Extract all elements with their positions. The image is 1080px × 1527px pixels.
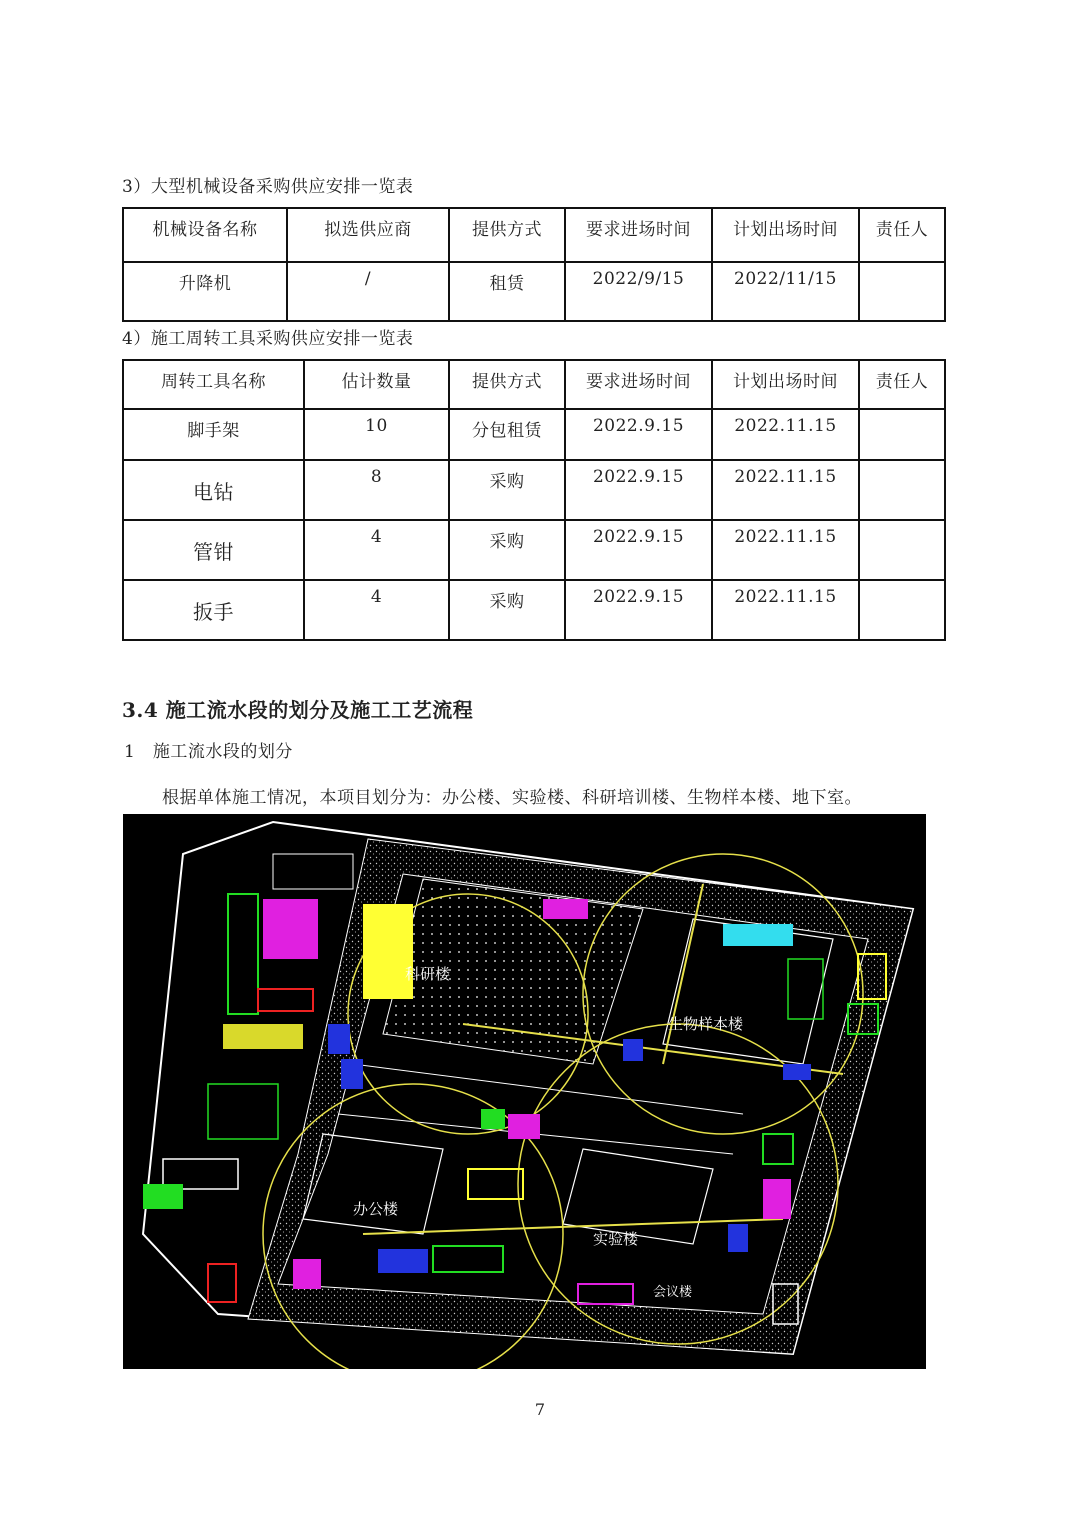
table-cell: 分包租赁	[449, 409, 565, 460]
header-cell: 周转工具名称	[123, 360, 304, 409]
facility-block	[208, 1084, 278, 1139]
table-cell: 2022.11.15	[712, 580, 859, 640]
section-heading: 3.4 施工流水段的划分及施工工艺流程	[122, 698, 474, 722]
table-cell: 10	[304, 409, 449, 460]
header-cell: 要求进场时间	[565, 208, 712, 262]
facility-block	[293, 1259, 321, 1289]
facility-block	[273, 854, 353, 889]
table1-caption: 3）大型机械设备采购供应安排一览表	[122, 177, 414, 197]
facility-block	[223, 1024, 303, 1049]
header-cell: 计划出场时间	[712, 360, 859, 409]
facility-block	[783, 1064, 811, 1080]
table-cell: 采购	[449, 580, 565, 640]
table-cell: 2022.9.15	[565, 409, 712, 460]
facility-block	[228, 894, 258, 1014]
facility-block	[623, 1039, 643, 1061]
table-cell: 2022.9.15	[565, 460, 712, 520]
header-cell: 要求进场时间	[565, 360, 712, 409]
header-cell: 计划出场时间	[712, 208, 859, 262]
table-cell: 4	[304, 520, 449, 580]
table-row	[123, 262, 945, 321]
label-office-building: 办公楼	[353, 1200, 399, 1218]
facility-block	[208, 1264, 236, 1302]
table-cell	[859, 262, 945, 321]
label-research-building: 科研楼	[405, 965, 451, 983]
facility-block	[378, 1249, 428, 1273]
tools-table	[122, 359, 946, 641]
facility-block	[328, 1024, 350, 1054]
facility-block	[728, 1224, 748, 1252]
table-cell: 扳手	[123, 580, 304, 640]
label-biobank-building: 生物样本楼	[668, 1015, 744, 1033]
table-cell: 电钻	[123, 460, 304, 520]
header-cell: 估计数量	[304, 360, 449, 409]
facility-block	[481, 1109, 505, 1129]
table2-caption: 4）施工周转工具采购供应安排一览表	[122, 329, 414, 349]
site-plan-image	[123, 814, 926, 1369]
table-header-row	[123, 360, 945, 409]
table-row	[123, 460, 945, 520]
page-number: 7	[534, 1400, 546, 1419]
table-cell: 2022.9.15	[565, 580, 712, 640]
table-row	[123, 580, 945, 640]
table-cell	[859, 520, 945, 580]
label-lab-building: 实验楼	[593, 1230, 639, 1248]
section-subheading: 1 施工流水段的划分	[124, 742, 293, 762]
table-cell	[859, 460, 945, 520]
facility-block	[143, 1184, 183, 1209]
site-plan-drawing	[123, 814, 926, 1369]
facility-block	[258, 989, 313, 1011]
table-cell: 2022/11/15	[712, 262, 859, 321]
table-row	[123, 520, 945, 580]
facility-block	[341, 1059, 363, 1089]
facility-block	[508, 1114, 540, 1139]
table-cell: 脚手架	[123, 409, 304, 460]
header-cell: 提供方式	[449, 208, 565, 262]
label-other-building: 会议楼	[653, 1285, 693, 1300]
table-cell: 2022/9/15	[565, 262, 712, 321]
table-cell: 4	[304, 580, 449, 640]
facility-block	[263, 899, 318, 959]
table-cell: 管钳	[123, 520, 304, 580]
table-cell: 2022.11.15	[712, 409, 859, 460]
header-cell: 机械设备名称	[123, 208, 287, 262]
table-cell: 2022.9.15	[565, 520, 712, 580]
table-cell: 2022.11.15	[712, 460, 859, 520]
table-cell: 采购	[449, 520, 565, 580]
facility-block	[543, 899, 588, 919]
equipment-table	[122, 207, 946, 322]
header-cell: 责任人	[859, 208, 945, 262]
facility-block	[723, 924, 793, 946]
table-cell: 8	[304, 460, 449, 520]
table-cell: 采购	[449, 460, 565, 520]
section-paragraph: 根据单体施工情况，本项目划分为：办公楼、实验楼、科研培训楼、生物样本楼、地下室。	[162, 788, 862, 808]
table-row	[123, 409, 945, 460]
header-cell: 拟选供应商	[287, 208, 449, 262]
header-cell: 提供方式	[449, 360, 565, 409]
table-cell: 2022.11.15	[712, 520, 859, 580]
table-cell: /	[287, 262, 449, 321]
table-header-row	[123, 208, 945, 262]
table-cell	[859, 409, 945, 460]
facility-block	[763, 1179, 791, 1219]
header-cell: 责任人	[859, 360, 945, 409]
table-cell: 租赁	[449, 262, 565, 321]
table-cell	[859, 580, 945, 640]
table-cell: 升降机	[123, 262, 287, 321]
facility-block	[363, 904, 413, 999]
